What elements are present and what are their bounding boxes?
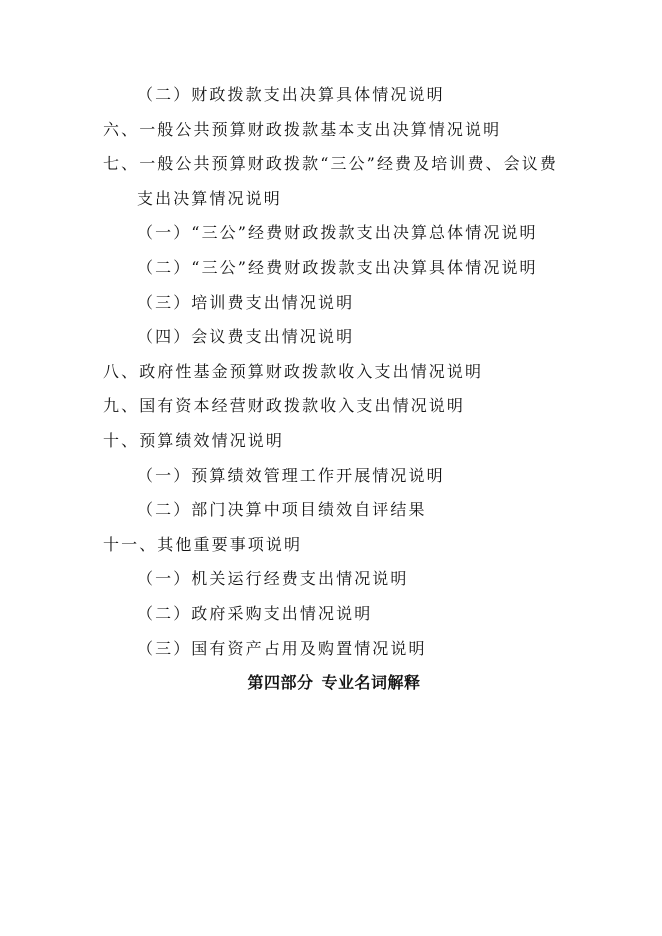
part-four-title: 专业名词解释 [321, 673, 421, 693]
toc-item: （二）政府采购支出情况说明 [137, 603, 373, 623]
toc-item: （三）国有资产占用及购置情况说明 [137, 638, 427, 658]
toc-item: 六、一般公共预算财政拨款基本支出决算情况说明 [103, 119, 502, 139]
toc-item: 十、预算绩效情况说明 [103, 430, 285, 450]
toc-item: （四）会议费支出情况说明 [137, 327, 355, 347]
toc-item: （二）部门决算中项目绩效自评结果 [137, 500, 427, 520]
toc-item: 十一、其他重要事项说明 [103, 534, 303, 554]
toc-item: 八、政府性基金预算财政拨款收入支出情况说明 [103, 361, 484, 381]
toc-item: （二）财政拨款支出决算具体情况说明 [137, 85, 445, 104]
toc-item: （三）培训费支出情况说明 [137, 292, 355, 312]
toc-item: 七、一般公共预算财政拨款“三公”经费及培训费、会议费 [103, 154, 558, 174]
part-four-heading [0, 666, 662, 701]
toc-item: （一）机关运行经费支出情况说明 [137, 569, 409, 589]
toc-item: 九、国有资本经营财政拨款收入支出情况说明 [103, 396, 466, 416]
toc-item: （二）“三公”经费财政拨款支出决算具体情况说明 [137, 257, 538, 277]
toc-item: （一）“三公”经费财政拨款支出决算总体情况说明 [137, 223, 538, 243]
toc-item-continuation: 支出决算情况说明 [137, 188, 282, 208]
part-four-label: 第四部分 [247, 673, 314, 693]
table-of-contents [0, 78, 662, 701]
toc-item: （一）预算绩效管理工作开展情况说明 [137, 465, 445, 485]
